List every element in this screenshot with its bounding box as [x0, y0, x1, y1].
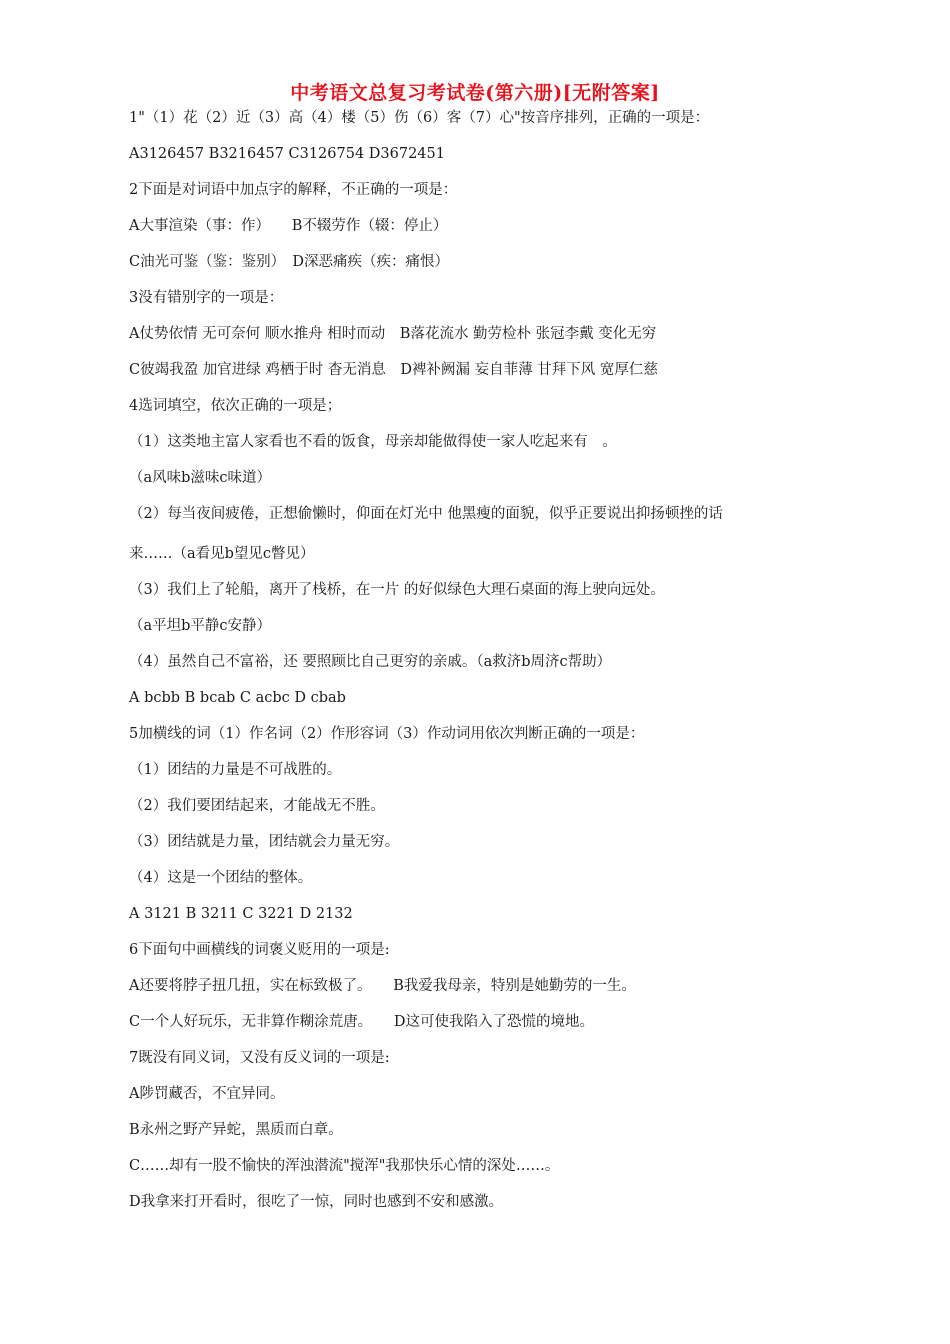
question-5-item-3: （3）团结就是力量，团结就会力量无穷。 [129, 834, 400, 850]
question-4-stem: 4选词填空，依次正确的一项是； [129, 398, 342, 414]
question-1-options: A3126457 B3216457 C3126754 D3672451 [129, 146, 445, 162]
question-4-item-3: （3）我们上了轮船，离开了栈桥，在一片 的好似绿色大理石桌面的海上驶向远处。 [129, 582, 665, 598]
document-title: 中考语文总复习考试卷(第六册)[无附答案] [290, 82, 660, 104]
question-7-option-d: D我拿来打开看时，很吃了一惊，同时也感到不安和感激。 [129, 1194, 504, 1210]
question-2-options-ab: A大事渲染（事：作） B不辍劳作（辍：停止） [129, 218, 448, 234]
question-3-options-ab: A仗势依情 无可奈何 顺水推舟 相时而动 B落花流水 勤劳检朴 张冠李戴 变化无穷 [129, 326, 657, 342]
question-4-options: A bcbb B bcab C acbc D cbab [129, 690, 346, 706]
question-7-option-c: C……却有一股不愉快的浑浊潜流"搅浑"我那快乐心情的深处……。 [129, 1158, 560, 1174]
question-5-stem: 5加横线的词（1）作名词（2）作形容词（3）作动词用依次判断正确的一项是： [129, 726, 645, 742]
question-5-options: A 3121 B 3211 C 3221 D 2132 [129, 906, 353, 922]
question-5-item-2: （2）我们要团结起来，才能战无不胜。 [129, 798, 385, 814]
question-6-options-cd: C一个人好玩乐，无非算作糊涂荒唐。 D这可使我陷入了恐慌的境地。 [129, 1014, 594, 1030]
question-4-item-1-choices: （a风味b滋味c味道） [129, 470, 272, 486]
question-6-stem: 6下面句中画横线的词褒义贬用的一项是: [129, 942, 390, 958]
question-4-item-4: （4）虽然自己不富裕，还 要照顾比自己更穷的亲戚。（a救济b周济c帮助） [129, 654, 612, 670]
question-7-option-b: B永州之野产异蛇，黑质而白章。 [129, 1122, 343, 1138]
question-2-stem: 2下面是对词语中加点字的解释，不正确的一项是： [129, 182, 458, 198]
question-2-options-cd: C油光可鉴（鉴：鉴别） D深恶痛疾（疾：痛恨） [129, 254, 449, 270]
question-7-option-a: A陟罚藏否，不宜异同。 [129, 1086, 285, 1102]
question-4-item-3-choices: （a平坦b平静c安静） [129, 618, 272, 634]
question-4-item-1: （1）这类地主富人家看也不看的饭食，母亲却能做得使一家人吃起来有 。 [129, 434, 617, 450]
question-3-stem: 3没有错别字的一项是： [129, 290, 284, 306]
question-3-options-cd: C彼竭我盈 加官进绿 鸡栖于时 杳无消息 D裨补阙漏 妄自菲薄 甘拜下风 宽厚仁慈 [129, 362, 658, 378]
question-1-stem: 1"（1）花（2）近（3）高（4）楼（5）伤（6）客（7）心"按音序排列，正确的一项是： [129, 110, 710, 126]
question-6-options-ab: A还要将脖子扭几扭，实在标致极了。 B我爱我母亲，特别是她勤劳的一生。 [129, 978, 636, 994]
question-4-item-2-cont: 来……（a看见b望见c瞥见） [129, 546, 315, 562]
question-7-stem: 7既没有同义词，又没有反义词的一项是: [129, 1050, 390, 1066]
question-5-item-4: （4）这是一个团结的整体。 [129, 870, 313, 886]
question-4-item-2: （2）每当夜间疲倦，正想偷懒时，仰面在灯光中 他黑瘦的面貌，似乎正要说出抑扬顿挫的话 [129, 506, 723, 522]
question-5-item-1: （1）团结的力量是不可战胜的。 [129, 762, 342, 778]
